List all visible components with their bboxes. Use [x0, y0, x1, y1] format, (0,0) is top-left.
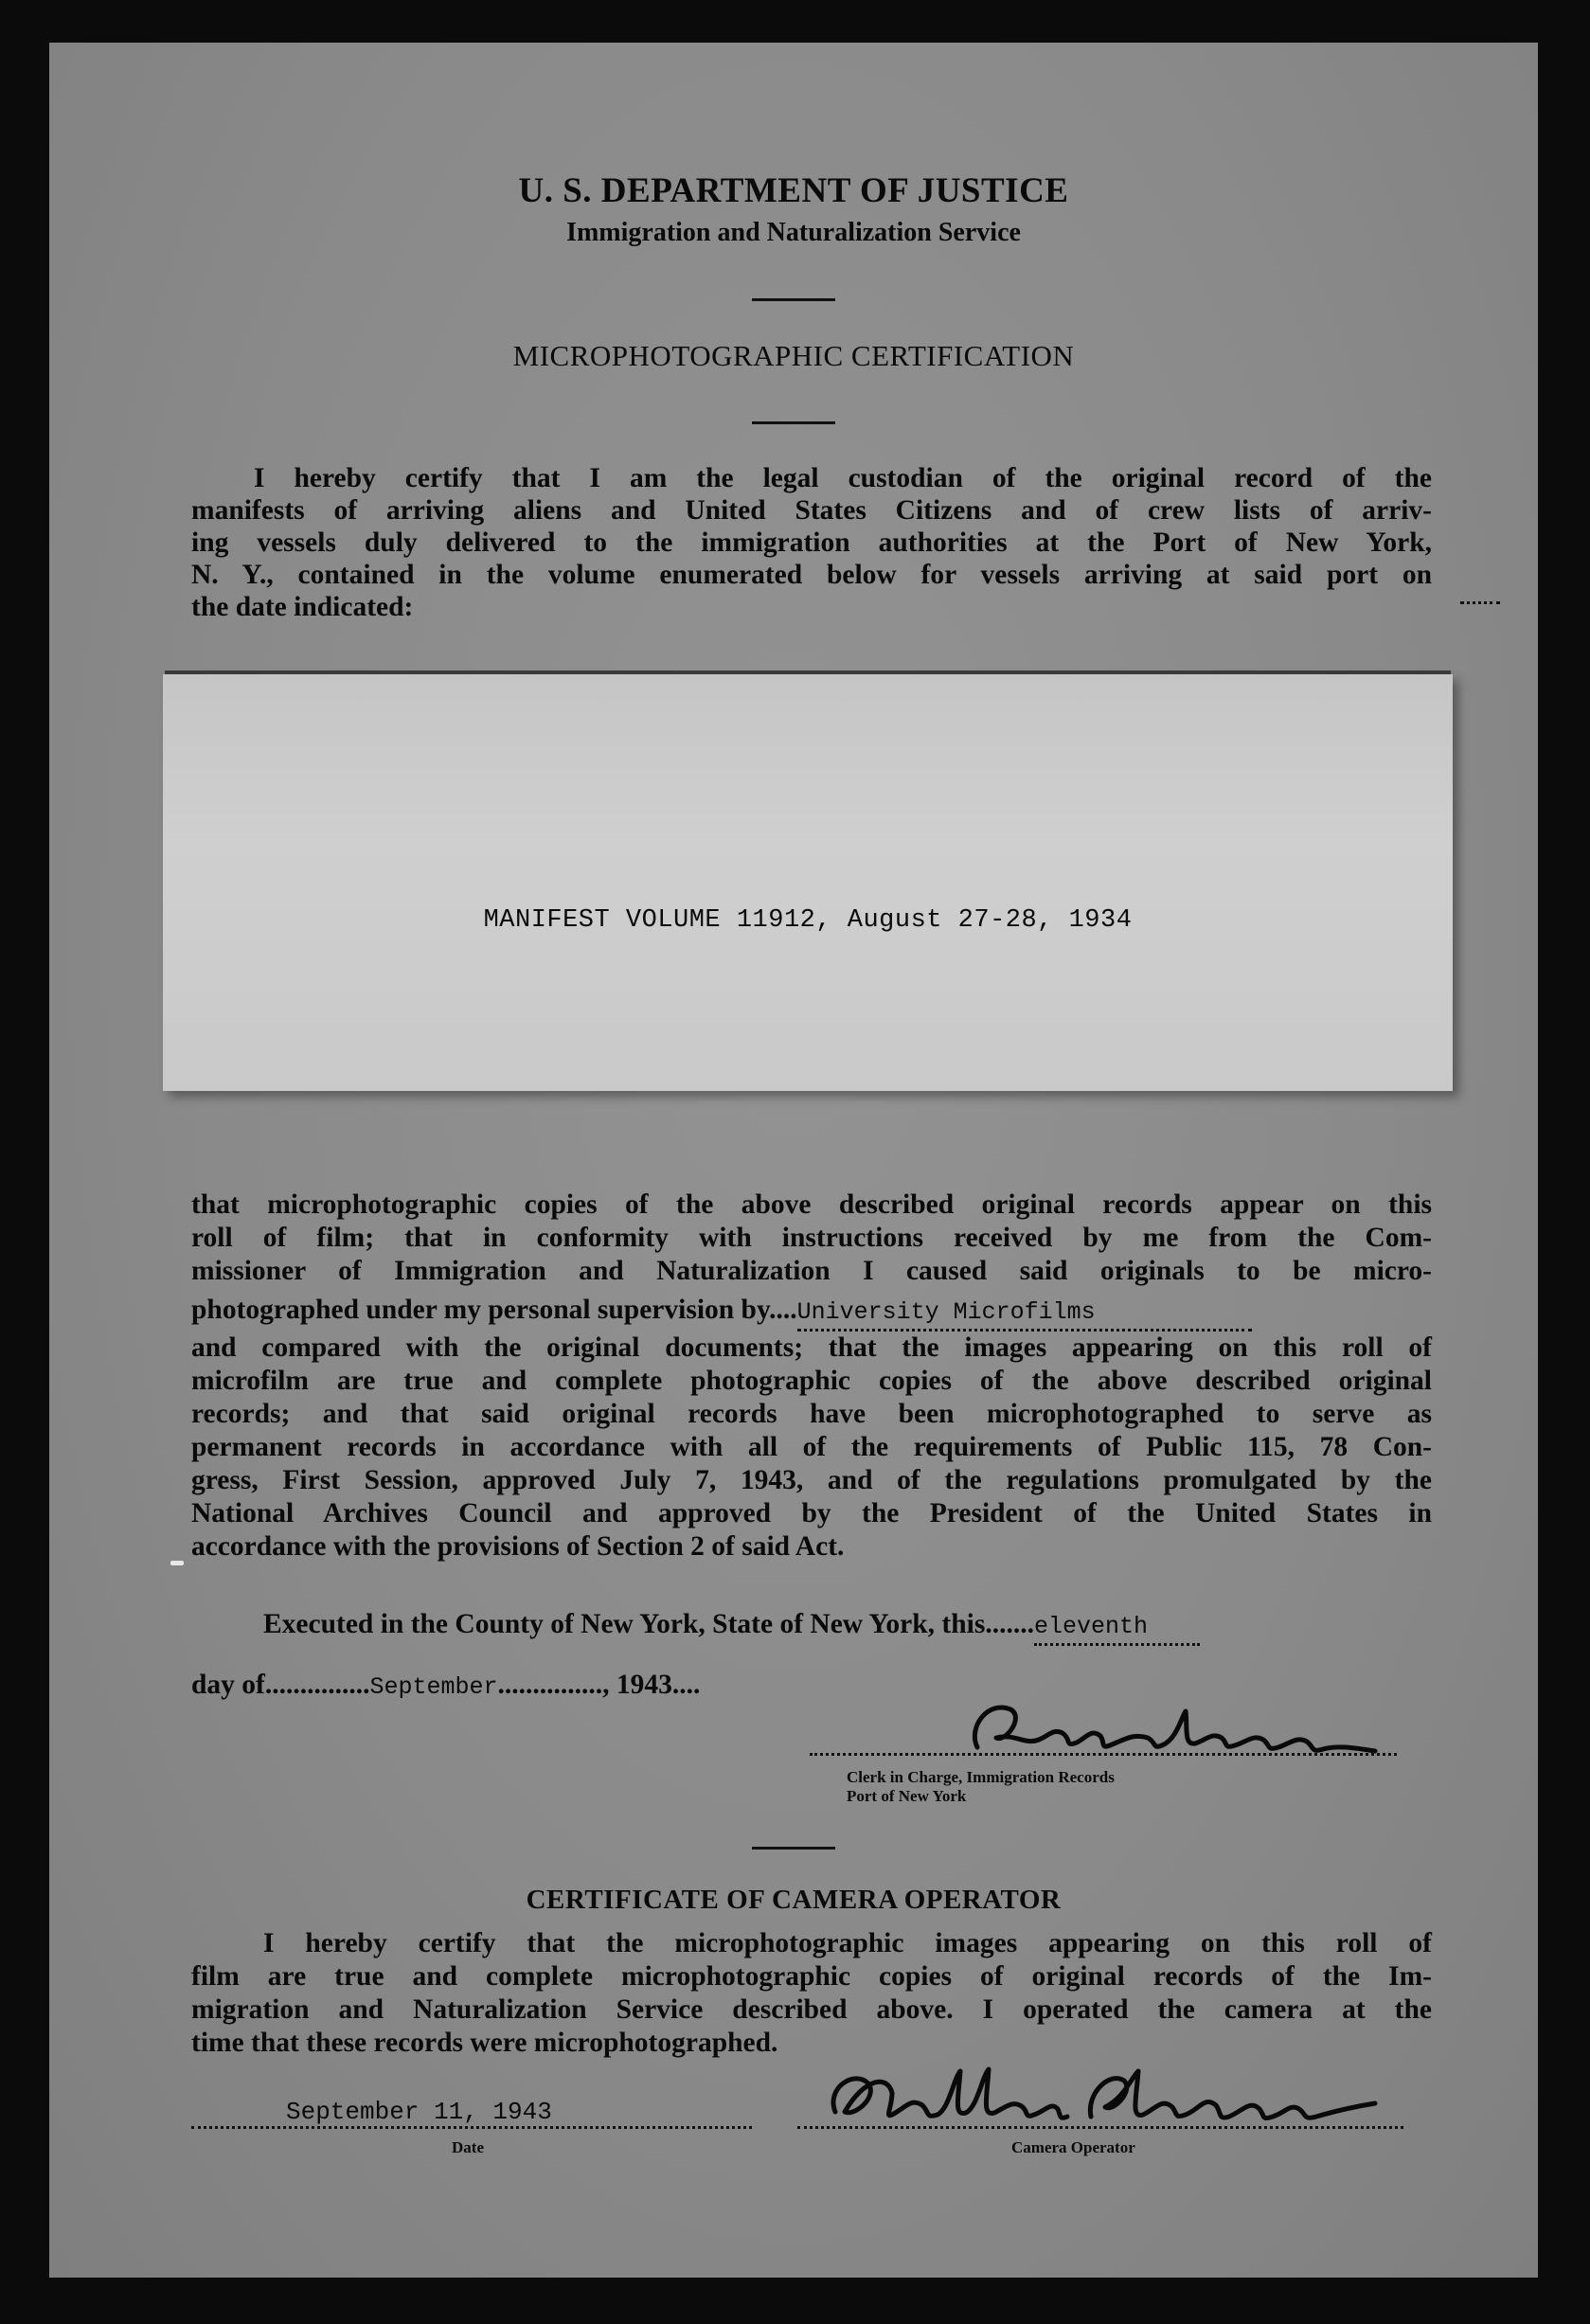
- header-rule-bottom: [752, 421, 835, 424]
- operator-date-line: [191, 2126, 752, 2129]
- intro-line: the date indicated:: [191, 592, 414, 622]
- body-paragraph: [191, 1189, 1432, 1564]
- clerk-caption-title: Clerk in Charge, Immigration Records: [847, 1768, 1115, 1786]
- operator-title: CERTIFICATE OF CAMERA OPERATOR: [526, 1885, 1062, 1915]
- department-heading: U. S. DEPARTMENT OF JUSTICE: [518, 171, 1069, 210]
- body-line: and compared with the original documents; that the images appearing on this roll of: [191, 1332, 1432, 1363]
- operator-paragraph: [191, 1927, 1432, 2060]
- body-line: microfilm are true and complete photographic copies of the above described original: [191, 1366, 1432, 1396]
- volume-slip-text: MANIFEST VOLUME 11912, August 27-28, 1934: [483, 906, 1133, 935]
- operator-line: time that these records were microphotographed.: [191, 2028, 778, 2058]
- executed-line: [263, 1608, 1438, 1646]
- clerk-caption-port: Port of New York: [847, 1787, 967, 1805]
- executed-prefix: Executed in the County of New York, State of New York, this.......: [263, 1609, 1034, 1639]
- body-line: gress, First Session, approved July 7, 1943, and of the regulations promulgated by the: [191, 1465, 1432, 1495]
- body-line: that microphotographic copies of the above described original records appear on this: [191, 1189, 1432, 1220]
- intro-paragraph: [191, 462, 1432, 623]
- operator-line: I hereby certify that the microphotographic images appearing on this roll of: [263, 1928, 1432, 1958]
- operator-signature-line: [797, 2126, 1403, 2129]
- margin-mark: [1460, 601, 1500, 604]
- body-line: missioner of Immigration and Naturalization I caused said originals to be micro-: [191, 1256, 1432, 1286]
- executed-day-value: eleventh: [1034, 1610, 1200, 1646]
- body-line: accordance with the provisions of Section 2 of said Act.: [191, 1531, 845, 1562]
- body-line: records; and that said original records have been microphotographed to serve as: [191, 1399, 1432, 1429]
- volume-slip: [163, 674, 1453, 1091]
- operator-signature: [797, 2060, 1403, 2136]
- operator-rule: [752, 1847, 835, 1850]
- supervision-prefix: photographed under my personal supervision by....: [191, 1295, 797, 1325]
- operator-line: film are true and complete microphotographic copies of original records of the Im-: [191, 1961, 1432, 1992]
- intro-line: manifests of arriving aliens and United States Citizens and of crew lists of arriv-: [191, 495, 1432, 526]
- clerk-signature: [958, 1690, 1394, 1766]
- day-of-label: day of...............: [191, 1670, 370, 1700]
- intro-line: N. Y., contained in the volume enumerated below for vessels arriving at said port on: [191, 560, 1432, 590]
- operator-line: migration and Naturalization Service described above. I operated the camera at the: [191, 1994, 1432, 2025]
- body-line: National Archives Council and approved by the President of the United States in: [191, 1498, 1432, 1528]
- clerk-caption: [847, 1768, 1115, 1806]
- supervision-value: University Microfilms: [797, 1296, 1252, 1332]
- operator-date-value: September 11, 1943: [286, 2098, 552, 2126]
- operator-date-label: Date: [452, 2138, 484, 2156]
- service-subheading: Immigration and Naturalization Service: [566, 218, 1021, 247]
- intro-line: ing vessels duly delivered to the immigration authorities at the Port of New York,: [191, 527, 1432, 558]
- year-text: ..............., 1943: [497, 1670, 672, 1700]
- certification-title: MICROPHOTOGRAPHIC CERTIFICATION: [512, 339, 1075, 372]
- header-rule-top: [752, 298, 835, 301]
- body-line: roll of film; that in conformity with instructions received by me from the Com-: [191, 1223, 1432, 1253]
- supervision-line: [191, 1294, 1432, 1332]
- certificate-page: [49, 43, 1538, 2278]
- month-line: [191, 1669, 949, 1704]
- intro-line: I hereby certify that I am the legal custodian of the original record of the: [254, 463, 1432, 493]
- margin-smudge: [170, 1561, 184, 1565]
- year-suffix: ....: [671, 1670, 701, 1700]
- body-line: permanent records in accordance with all of the requirements of Public 115, 78 Con-: [191, 1432, 1432, 1462]
- month-value: September: [369, 1673, 498, 1701]
- operator-signature-label: Camera Operator: [1011, 2138, 1135, 2156]
